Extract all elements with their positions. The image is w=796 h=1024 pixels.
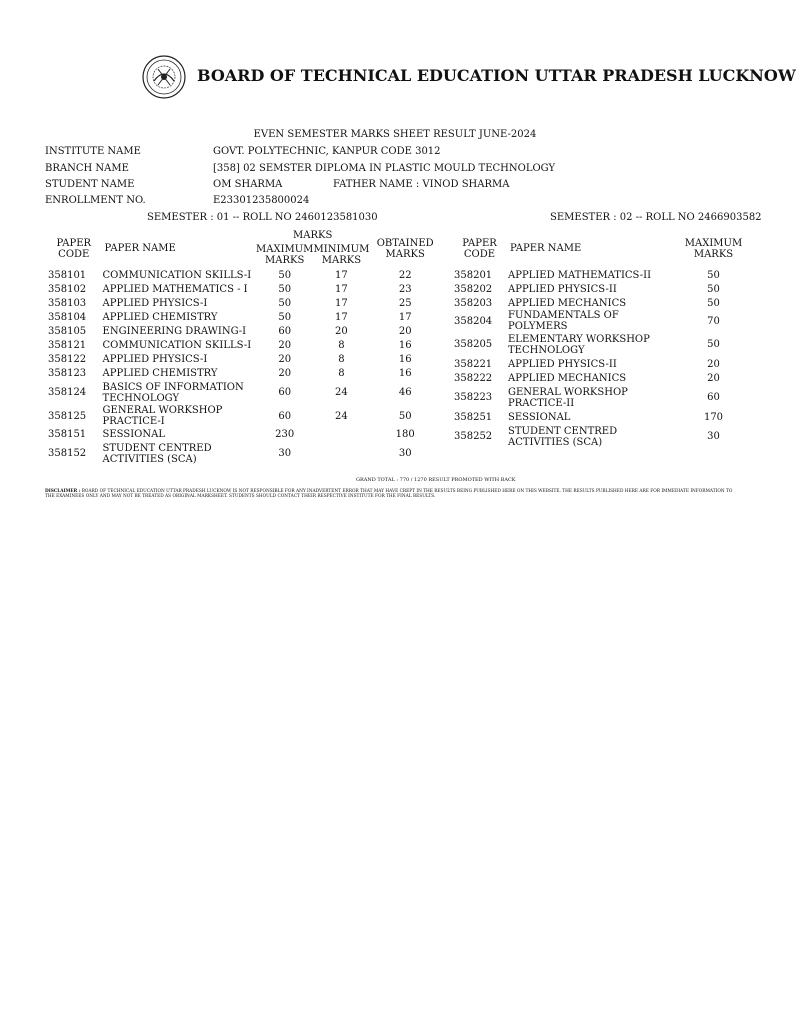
paper-code: 358223 (454, 392, 493, 403)
paper-name: COMMUNICATION SKILLS-I (102, 269, 252, 281)
paper-name: BASICS OF INFORMATION TECHNOLOGY (102, 381, 244, 404)
paper-code: 358124 (48, 387, 87, 398)
obtained-marks: 16 (398, 367, 412, 379)
col-paper-name: PAPER NAME (104, 243, 176, 254)
col-minimum-marks: MINIMUM MARKS (313, 243, 370, 266)
table-row (45, 405, 441, 427)
paper-name: FUNDAMENTALS OF POLYMERS (508, 310, 619, 332)
table-row (451, 371, 751, 385)
branch-label: BRANCH NAME (45, 163, 129, 174)
paper-name: STUDENT CENTRED ACTIVITIES (SCA) (102, 442, 212, 465)
col-marks-group: MARKS (293, 229, 333, 241)
obtained-marks: 46 (398, 387, 412, 398)
paper-code: 358251 (454, 411, 493, 423)
table-row (451, 385, 751, 410)
col-obtained-marks: OBTAINED MARKS (376, 237, 434, 260)
table-row (45, 427, 441, 441)
semester-2-heading: SEMESTER : 02 -- ROLL NO 2466903582 (550, 212, 762, 223)
father-name: FATHER NAME : VINOD SHARMA (333, 179, 510, 190)
paper-name: APPLIED PHYSICS-II (508, 358, 617, 370)
maximum-marks: 20 (278, 339, 292, 351)
obtained-marks: 20 (398, 325, 412, 337)
table-row (45, 268, 441, 282)
maximum-marks: 60 (707, 392, 720, 403)
col-paper-code: PAPER CODE (462, 237, 497, 260)
paper-code: 358125 (48, 410, 87, 422)
paper-name: GENERAL WORKSHOP PRACTICE-II (508, 386, 628, 409)
maximum-marks: 50 (707, 297, 720, 309)
maximum-marks: 50 (278, 269, 292, 281)
table-row (45, 338, 441, 352)
paper-name: APPLIED PHYSICS-I (102, 353, 208, 365)
obtained-marks: 25 (398, 297, 412, 309)
enrollment-label: ENROLLMENT NO. (45, 195, 146, 206)
table-row (451, 410, 751, 424)
paper-name: APPLIED MATHEMATICS-II (508, 269, 652, 281)
maximum-marks: 60 (278, 325, 292, 337)
paper-name: ENGINEERING DRAWING-I (102, 325, 247, 337)
minimum-marks: 8 (338, 339, 345, 351)
maximum-marks: 50 (278, 311, 292, 323)
maximum-marks: 30 (707, 431, 720, 442)
paper-code: 358102 (48, 283, 87, 295)
student-name-label: STUDENT NAME (45, 179, 135, 190)
maximum-marks: 50 (278, 283, 292, 295)
paper-code: 358105 (48, 325, 87, 337)
paper-code: 358203 (454, 297, 493, 309)
paper-name: APPLIED MATHEMATICS - I (102, 283, 248, 295)
paper-name: APPLIED MECHANICS (508, 297, 627, 309)
paper-name: APPLIED PHYSICS-I (102, 297, 208, 309)
maximum-marks: 60 (278, 410, 292, 422)
paper-name: APPLIED MECHANICS (508, 372, 627, 384)
maximum-marks: 50 (707, 269, 720, 281)
paper-code: 358221 (454, 358, 493, 370)
paper-code: 358122 (48, 353, 87, 365)
disclaimer (45, 489, 733, 503)
col-paper-name: PAPER NAME (510, 243, 582, 254)
paper-code: 358123 (48, 367, 87, 379)
minimum-marks: 8 (338, 367, 345, 379)
paper-code: 358252 (454, 431, 493, 442)
obtained-marks: 22 (398, 269, 412, 281)
paper-code: 358222 (454, 372, 493, 384)
paper-code: 358104 (48, 311, 87, 323)
sheet-title: EVEN SEMESTER MARKS SHEET RESULT JUNE-2024 (253, 129, 537, 140)
table-row (45, 380, 441, 405)
obtained-marks: 17 (398, 311, 412, 323)
maximum-marks: 50 (707, 339, 720, 350)
obtained-marks: 16 (398, 353, 412, 365)
board-title: BOARD OF TECHNICAL EDUCATION UTTAR PRADESH LUCKNOW (197, 66, 796, 85)
obtained-marks: 50 (398, 410, 412, 422)
paper-name: SESSIONAL (508, 411, 571, 423)
up-state-emblem-icon (138, 55, 190, 99)
maximum-marks: 230 (275, 428, 295, 440)
obtained-marks: 30 (398, 448, 412, 459)
maximum-marks: 30 (278, 448, 292, 459)
minimum-marks: 17 (335, 283, 348, 295)
enrollment-value: E23301235800024 (213, 195, 310, 206)
maximum-marks: 50 (278, 297, 292, 309)
paper-code: 358121 (48, 339, 87, 351)
table-row (451, 296, 751, 310)
table-row (451, 268, 751, 282)
institute-value: GOVT. POLYTECHNIC, KANPUR CODE 3012 (213, 146, 441, 157)
table-row (45, 366, 441, 380)
minimum-marks: 17 (335, 311, 348, 323)
maximum-marks: 70 (707, 315, 720, 327)
minimum-marks (313, 441, 369, 466)
paper-code: 358152 (48, 448, 87, 459)
grand-total: GRAND TOTAL : 770 / 1270 RESULT PROMOTED WITH BACK (356, 477, 516, 483)
obtained-marks: 180 (395, 428, 415, 440)
table-row (45, 296, 441, 310)
minimum-marks: 17 (335, 297, 348, 309)
paper-code: 358101 (48, 269, 87, 281)
table-row (45, 352, 441, 366)
paper-code: 358151 (48, 428, 87, 440)
table-row (45, 282, 441, 296)
maximum-marks: 20 (707, 358, 720, 370)
col-paper-code: PAPER CODE (56, 237, 92, 260)
minimum-marks: 24 (335, 410, 348, 422)
obtained-marks: 16 (398, 339, 412, 351)
paper-code: 358205 (454, 339, 493, 350)
table-row (45, 310, 441, 324)
maximum-marks: 60 (278, 387, 292, 398)
maximum-marks: 20 (278, 353, 292, 365)
branch-value: [358] 02 SEMSTER DIPLOMA IN PLASTIC MOULD TECHNOLOGY (213, 163, 556, 174)
col-maximum-marks: MAXIMUM MARKS (684, 237, 743, 260)
maximum-marks: 50 (707, 283, 720, 295)
table-row (451, 357, 751, 371)
minimum-marks: 17 (335, 269, 348, 281)
disclaimer-text: BOARD OF TECHNICAL EDUCATION UTTAR PRADESH LUCKNOW IS NOT RESPONSIBLE FOR ANY INADVERTENT ERROR THAT MAY HAVE CREPT IN THE RESULTS BEING PUBLISHED HERE ON THIS WEBSITE. THE RESULTS PUBLISHED HERE ARE FOR IMMEDIATE INFORMATION TO THE EXAMINEES ONLY AND MAY NOT BE TREATED AS ORIGINAL MARKSHEET. STUDENTS SHOULD CONTACT THEIR RESPECTIVE INSTITUTE FOR THE FINAL RESULTS. (45, 489, 733, 499)
paper-name: SESSIONAL (102, 428, 165, 440)
table-row (451, 282, 751, 296)
table-row (451, 332, 751, 357)
paper-code: 358204 (454, 315, 493, 327)
table-row (451, 310, 751, 332)
paper-name: ELEMENTARY WORKSHOP TECHNOLOGY (508, 333, 650, 356)
maximum-marks: 20 (278, 367, 292, 379)
maximum-marks: 20 (707, 372, 720, 384)
semester-2-table (451, 229, 751, 449)
maximum-marks: 170 (703, 411, 724, 423)
semester-1-heading: SEMESTER : 01 -- ROLL NO 2460123581030 (147, 212, 378, 223)
paper-name: STUDENT CENTRED ACTIVITIES (SCA) (508, 425, 618, 448)
institute-label: INSTITUTE NAME (45, 146, 141, 157)
paper-code: 358202 (454, 283, 493, 295)
student-name-value: OM SHARMA (213, 179, 283, 190)
minimum-marks: 24 (335, 387, 348, 398)
paper-name: COMMUNICATION SKILLS-I (102, 339, 252, 351)
table-row (451, 424, 751, 449)
obtained-marks: 23 (398, 283, 412, 295)
minimum-marks (313, 427, 369, 441)
table-row (45, 324, 441, 338)
table-row (45, 441, 441, 466)
minimum-marks: 20 (335, 325, 348, 337)
paper-name: APPLIED CHEMISTRY (102, 311, 218, 323)
paper-name: GENERAL WORKSHOP PRACTICE-I (102, 405, 223, 427)
minimum-marks: 8 (338, 353, 345, 365)
semester-1-table (45, 229, 441, 466)
paper-code: 358103 (48, 297, 87, 309)
paper-code: 358201 (454, 269, 493, 281)
semester-2-table-wrapper (451, 229, 743, 469)
col-maximum-marks: MAXIMUM MARKS (255, 243, 314, 266)
paper-name: APPLIED CHEMISTRY (102, 367, 218, 379)
disclaimer-label: DISCLAIMER : (45, 489, 81, 494)
paper-name: APPLIED PHYSICS-II (508, 283, 617, 295)
